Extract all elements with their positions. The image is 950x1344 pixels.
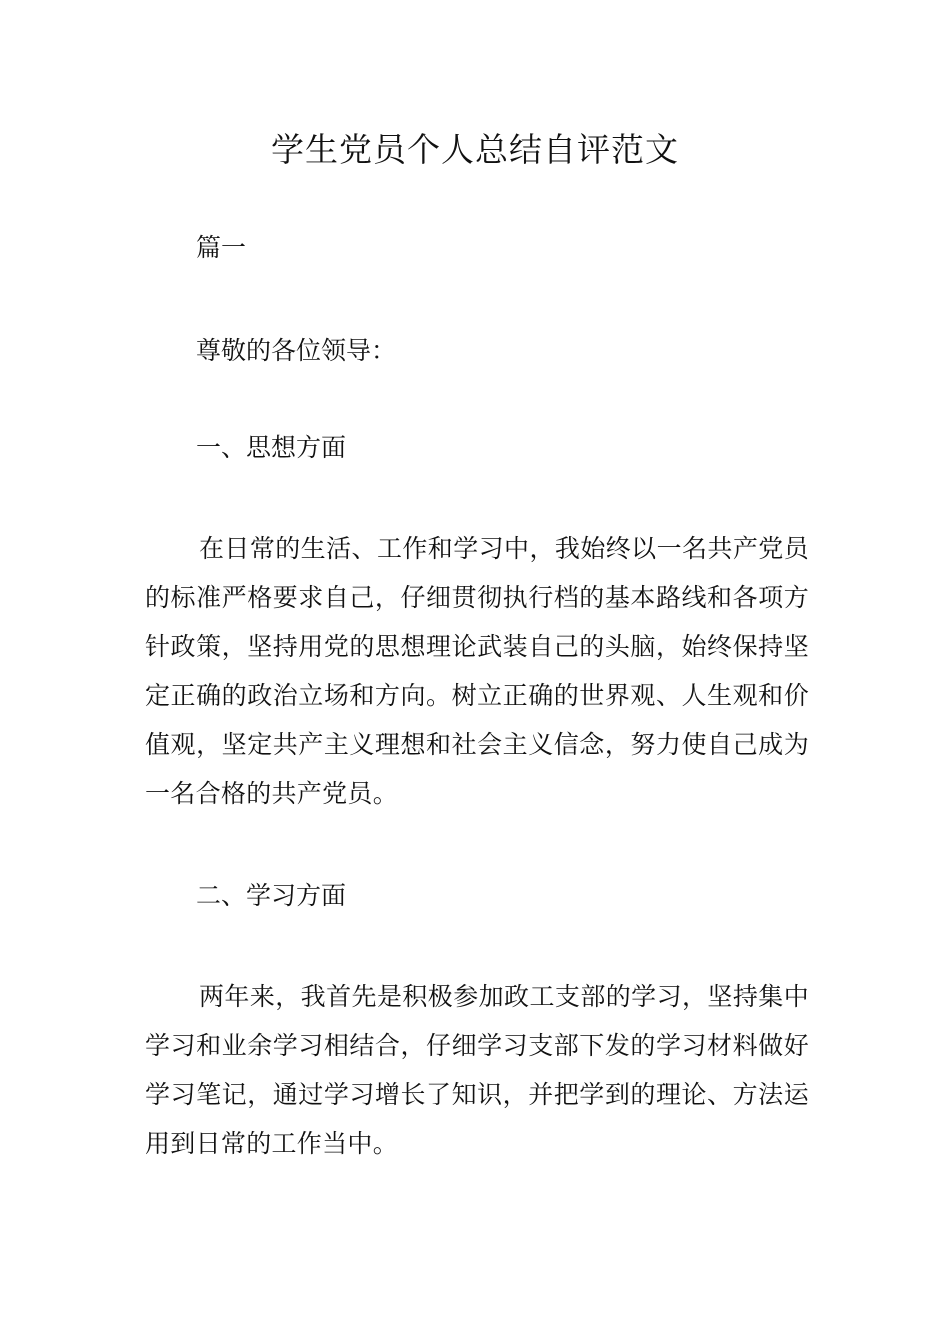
salutation: 尊敬的各位领导：: [196, 336, 397, 365]
paragraph-thought: 在日常的生活、工作和学习中，我始终以一名共产党员的标准严格要求自己，仔细贯彻执行档的基本路线和各项方针政策，坚持用党的思想理论武装自己的头脑，始终保持坚定正确的政治立场和方向。树立正确的世界观、人生观和价值观，坚定共产主义理想和社会主义信念，努力使自己成为一名合格的共产党员。: [145, 534, 809, 808]
section-label: 篇一: [196, 233, 247, 262]
document-title: 学生党员个人总结自评范文: [271, 130, 679, 169]
heading-study: 二、学习方面: [196, 881, 347, 910]
paragraph-study: 两年来，我首先是积极参加政工支部的学习，坚持集中学习和业余学习相结合，仔细学习支部下发的学习材料做好学习笔记，通过学习增长了知识，并把学到的理论、方法运用到日常的工作当中。: [145, 982, 809, 1158]
heading-thought: 一、思想方面: [196, 433, 347, 462]
